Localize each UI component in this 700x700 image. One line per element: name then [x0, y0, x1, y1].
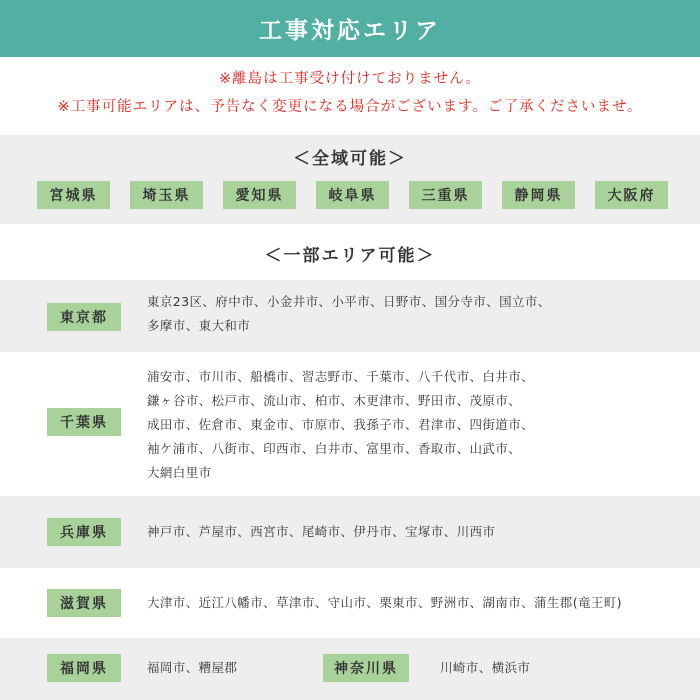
- area-row-tokyo: [0, 280, 700, 352]
- pref-tag-tokyo: 東京都: [47, 303, 121, 331]
- notice-section: [0, 57, 700, 135]
- all-area-section: [0, 135, 700, 224]
- area-row-chiba: [0, 352, 700, 496]
- area-row-hyogo: [0, 496, 700, 568]
- city-list-tokyo: [147, 290, 697, 338]
- pref-tag-fukuoka: 福岡県: [47, 654, 121, 682]
- pref-tag-gifu: 岐阜県: [316, 181, 389, 209]
- city-line: 福岡市、糟屋郡: [147, 660, 238, 675]
- city-line: 大網白里市: [147, 465, 212, 480]
- page-header: [0, 0, 700, 57]
- city-list-shiga: [147, 593, 697, 613]
- city-line: 浦安市、市川市、船橋市、習志野市、千葉市、八千代市、白井市、: [147, 369, 535, 384]
- pref-tag-aichi: 愛知県: [223, 181, 296, 209]
- city-list-hyogo: [147, 522, 697, 542]
- partial-area-title: ＜一部エリア可能＞: [264, 246, 436, 266]
- area-row-shiga: [0, 568, 700, 638]
- city-list-kanagawa: [440, 658, 640, 678]
- pref-tag-mie: 三重県: [409, 181, 482, 209]
- city-line: 川崎市、横浜市: [440, 660, 531, 675]
- city-line: 大津市、近江八幡市、草津市、守山市、栗東市、野洲市、湖南市、蒲生郡(竜王町): [147, 595, 622, 610]
- all-area-title: ＜全域可能＞: [293, 149, 407, 169]
- city-list-chiba: [147, 365, 697, 485]
- partial-area-heading: [0, 224, 700, 280]
- pref-tag-shiga: 滋賀県: [47, 589, 121, 617]
- pref-tag-chiba: 千葉県: [47, 408, 121, 436]
- city-line: 神戸市、芦屋市、西宮市、尾崎市、伊丹市、宝塚市、川西市: [147, 524, 496, 539]
- city-line: 成田市、佐倉市、東金市、市原市、我孫子市、君津市、四街道市、: [147, 417, 535, 432]
- notice-remote-islands: ※離島は工事受け付けておりません。: [218, 71, 482, 87]
- pref-tag-miyagi: 宮城県: [37, 181, 110, 209]
- pref-tag-shizuoka: 静岡県: [502, 181, 575, 209]
- city-line: 袖ケ浦市、八街市、印西市、白井市、富里市、香取市、山武市、: [147, 441, 522, 456]
- page-title: 工事対応エリア: [259, 18, 441, 44]
- city-line: 多摩市、東大和市: [147, 318, 251, 333]
- city-line: 東京23区、府中市、小金井市、小平市、日野市、国分寺市、国立市、: [147, 294, 551, 309]
- notice-area-change: ※工事可能エリアは、予告なく変更になる場合がございます。ご了承くださいませ。: [57, 99, 643, 115]
- city-list-fukuoka: [147, 658, 317, 678]
- city-line: 鎌ヶ谷市、松戸市、流山市、柏市、木更津市、野田市、茂原市、: [147, 393, 522, 408]
- pref-tag-kanagawa: 神奈川県: [323, 654, 409, 682]
- area-row-fukuoka-kanagawa: [0, 638, 700, 700]
- pref-tag-saitama: 埼玉県: [130, 181, 203, 209]
- pref-tag-hyogo: 兵庫県: [47, 518, 121, 546]
- pref-tag-osaka: 大阪府: [595, 181, 668, 209]
